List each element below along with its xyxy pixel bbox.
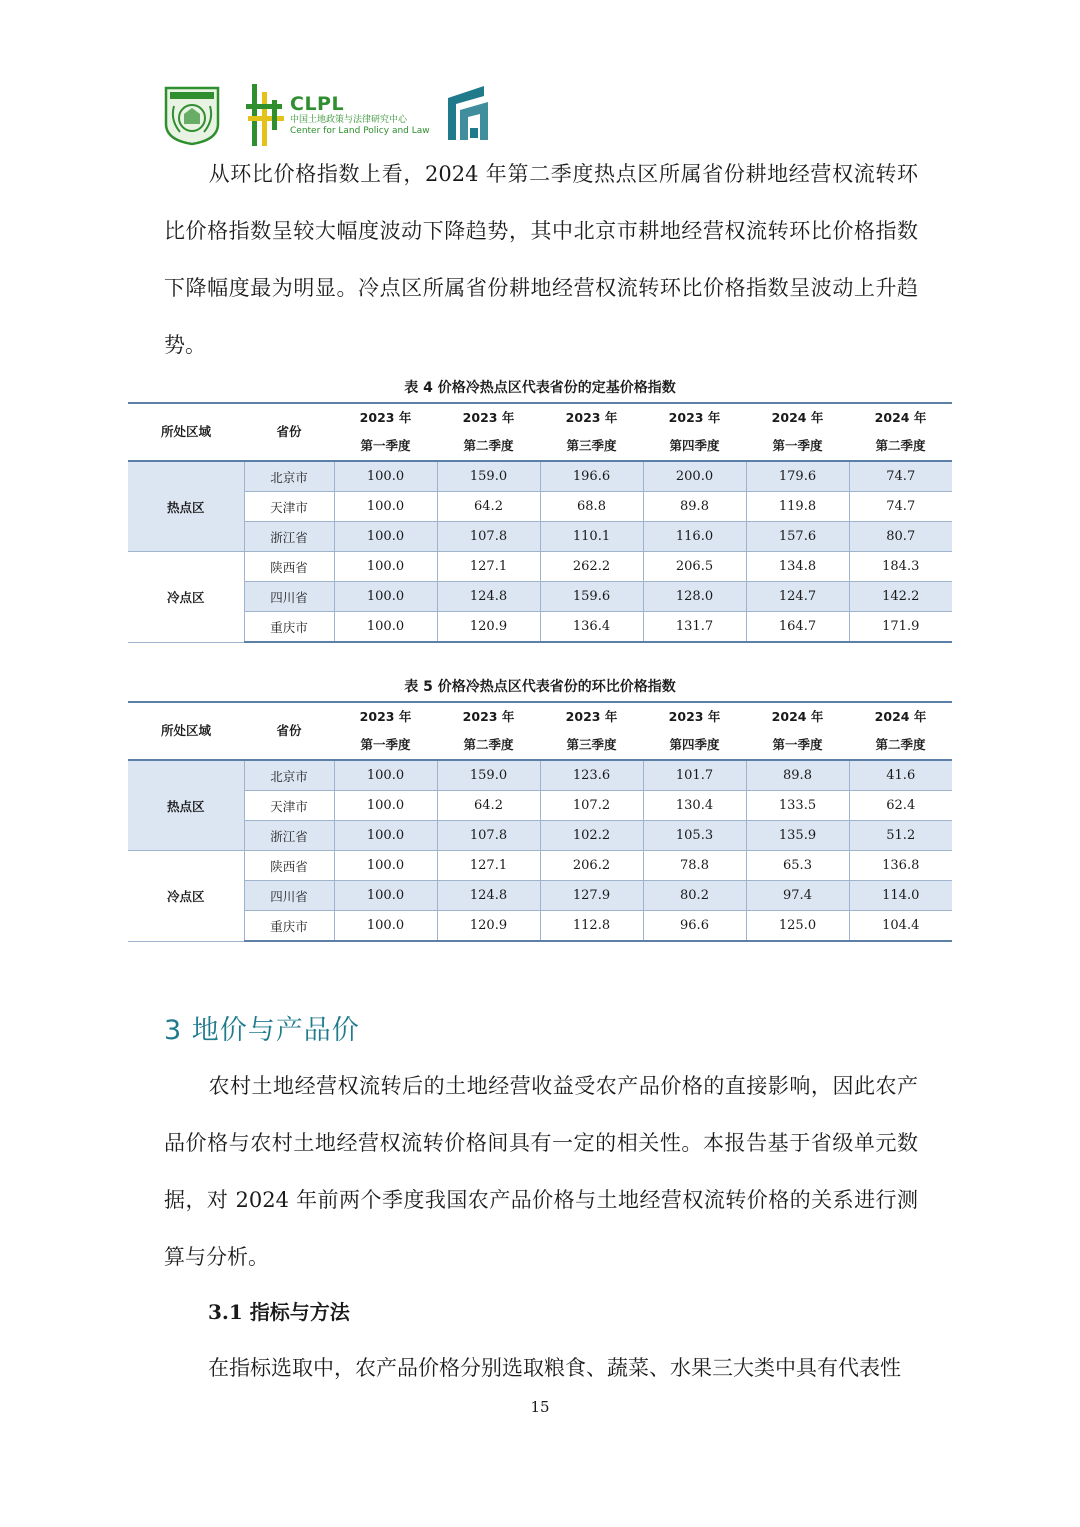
province-cell: 天津市 [244, 791, 334, 821]
value-cell: 206.2 [540, 851, 643, 881]
value-cell: 104.4 [849, 911, 952, 942]
value-cell: 157.6 [746, 522, 849, 552]
value-cell: 116.0 [643, 522, 746, 552]
value-cell: 107.8 [437, 821, 540, 851]
province-cell: 北京市 [244, 760, 334, 791]
period-quarter: 第三季度 [566, 438, 617, 453]
period-year: 2023 年 [668, 709, 721, 724]
value-cell: 136.8 [849, 851, 952, 881]
value-cell: 89.8 [643, 492, 746, 522]
province-cell: 四川省 [244, 881, 334, 911]
value-cell: 128.0 [643, 582, 746, 612]
period-quarter: 第二季度 [463, 438, 514, 453]
province-cell: 浙江省 [244, 821, 334, 851]
value-cell: 135.9 [746, 821, 849, 851]
table-row [128, 552, 952, 582]
period-quarter: 第二季度 [875, 737, 926, 752]
section-paragraph: 农村土地经营权流转后的土地经营收益受农产品价格的直接影响，因此农产品价格与农村土地经营权流转价格间具有一定的相关性。本报告基于省级单元数据，对 2024 年前两个季度我国农产品价格与土地经营权流转价格的关系进行测算与分析。 [164, 1074, 918, 1269]
period-quarter: 第三季度 [566, 737, 617, 752]
period-header [643, 702, 746, 760]
value-cell: 68.8 [540, 492, 643, 522]
period-header [643, 403, 746, 461]
page-number: 15 [530, 1398, 550, 1416]
table-row [128, 821, 952, 851]
value-cell: 159.0 [437, 461, 540, 492]
value-cell: 114.0 [849, 881, 952, 911]
value-cell: 64.2 [437, 492, 540, 522]
value-cell: 100.0 [334, 461, 437, 492]
clpl-logo [246, 82, 430, 148]
table5-caption: 表 5 价格冷热点区代表省份的环比价格指数 [404, 679, 676, 695]
value-cell: 97.4 [746, 881, 849, 911]
period-quarter: 第四季度 [669, 737, 720, 752]
period-year: 2023 年 [359, 709, 412, 724]
period-quarter: 第一季度 [772, 737, 823, 752]
value-cell: 102.2 [540, 821, 643, 851]
period-header [437, 702, 540, 760]
value-cell: 100.0 [334, 881, 437, 911]
value-cell: 107.8 [437, 522, 540, 552]
clpl-chinese-name: 中国土地政策与法律研究中心 [290, 115, 408, 125]
period-year: 2024 年 [874, 709, 927, 724]
table5 [128, 701, 952, 942]
province-cell: 天津市 [244, 492, 334, 522]
value-cell: 262.2 [540, 552, 643, 582]
province-header: 省份 [244, 403, 334, 461]
value-cell: 110.1 [540, 522, 643, 552]
value-cell: 127.1 [437, 851, 540, 881]
province-cell: 陕西省 [244, 851, 334, 881]
value-cell: 120.9 [437, 612, 540, 643]
value-cell: 100.0 [334, 582, 437, 612]
value-cell: 125.0 [746, 911, 849, 942]
table4-caption: 表 4 价格冷热点区代表省份的定基价格指数 [404, 380, 676, 396]
period-year: 2023 年 [668, 410, 721, 425]
value-cell: 41.6 [849, 760, 952, 791]
value-cell: 100.0 [334, 552, 437, 582]
value-cell: 89.8 [746, 760, 849, 791]
table-row [128, 522, 952, 552]
period-header [849, 403, 952, 461]
table-row [128, 760, 952, 791]
province-header: 省份 [244, 702, 334, 760]
period-quarter: 第四季度 [669, 438, 720, 453]
province-cell: 浙江省 [244, 522, 334, 552]
period-quarter: 第一季度 [360, 737, 411, 752]
period-year: 2023 年 [359, 410, 412, 425]
value-cell: 134.8 [746, 552, 849, 582]
period-quarter: 第一季度 [360, 438, 411, 453]
value-cell: 96.6 [643, 911, 746, 942]
province-cell: 陕西省 [244, 552, 334, 582]
period-year: 2023 年 [462, 709, 515, 724]
period-header [746, 702, 849, 760]
table-row [128, 911, 952, 942]
value-cell: 196.6 [540, 461, 643, 492]
clpl-name: CLPL [290, 93, 345, 115]
value-cell: 123.6 [540, 760, 643, 791]
subsection-paragraph: 在指标选取中，农产品价格分别选取粮食、蔬菜、水果三大类中具有代表性 [208, 1356, 901, 1380]
period-header [540, 702, 643, 760]
value-cell: 136.4 [540, 612, 643, 643]
value-cell: 100.0 [334, 791, 437, 821]
province-cell: 四川省 [244, 582, 334, 612]
province-cell: 北京市 [244, 461, 334, 492]
table-row [128, 881, 952, 911]
value-cell: 179.6 [746, 461, 849, 492]
subsection-title: 3.1 指标与方法 [208, 1300, 350, 1324]
value-cell: 124.8 [437, 582, 540, 612]
table-row [128, 851, 952, 881]
value-cell: 65.3 [746, 851, 849, 881]
building-logo-icon [444, 82, 492, 142]
period-year: 2023 年 [565, 410, 618, 425]
value-cell: 78.8 [643, 851, 746, 881]
value-cell: 107.2 [540, 791, 643, 821]
period-header [849, 702, 952, 760]
value-cell: 127.1 [437, 552, 540, 582]
value-cell: 62.4 [849, 791, 952, 821]
value-cell: 80.2 [643, 881, 746, 911]
table-row [128, 612, 952, 643]
region-header: 所处区域 [128, 702, 244, 760]
value-cell: 159.0 [437, 760, 540, 791]
table-row [128, 492, 952, 522]
clpl-mark-icon [246, 82, 286, 148]
page-header [162, 80, 522, 150]
value-cell: 100.0 [334, 851, 437, 881]
value-cell: 159.6 [540, 582, 643, 612]
value-cell: 120.9 [437, 911, 540, 942]
value-cell: 133.5 [746, 791, 849, 821]
value-cell: 206.5 [643, 552, 746, 582]
table-row [128, 791, 952, 821]
value-cell: 142.2 [849, 582, 952, 612]
period-header [746, 403, 849, 461]
period-quarter: 第二季度 [875, 438, 926, 453]
period-year: 2023 年 [462, 410, 515, 425]
period-quarter: 第二季度 [463, 737, 514, 752]
clpl-english-name: Center for Land Policy and Law [290, 126, 430, 136]
value-cell: 100.0 [334, 522, 437, 552]
value-cell: 100.0 [334, 492, 437, 522]
value-cell: 80.7 [849, 522, 952, 552]
period-year: 2024 年 [874, 410, 927, 425]
value-cell: 101.7 [643, 760, 746, 791]
value-cell: 200.0 [643, 461, 746, 492]
value-cell: 51.2 [849, 821, 952, 851]
value-cell: 164.7 [746, 612, 849, 643]
period-header [540, 403, 643, 461]
value-cell: 124.8 [437, 881, 540, 911]
value-cell: 112.8 [540, 911, 643, 942]
header-row [128, 702, 952, 760]
value-cell: 105.3 [643, 821, 746, 851]
period-header [437, 403, 540, 461]
region-header: 所处区域 [128, 403, 244, 461]
table-row [128, 582, 952, 612]
university-emblem-icon [162, 84, 222, 146]
value-cell: 74.7 [849, 492, 952, 522]
period-year: 2023 年 [565, 709, 618, 724]
value-cell: 64.2 [437, 791, 540, 821]
region-cell: 热点区 [128, 760, 244, 851]
value-cell: 100.0 [334, 760, 437, 791]
period-header [334, 403, 437, 461]
value-cell: 119.8 [746, 492, 849, 522]
value-cell: 130.4 [643, 791, 746, 821]
value-cell: 171.9 [849, 612, 952, 643]
province-cell: 重庆市 [244, 911, 334, 942]
intro-paragraph: 从环比价格指数上看，2024 年第二季度热点区所属省份耕地经营权流转环比价格指数呈较大幅度波动下降趋势，其中北京市耕地经营权流转环比价格指数下降幅度最为明显。冷点区所属省份耕地经营权流转环比价格指数呈波动上升趋势。 [164, 162, 918, 357]
province-cell: 重庆市 [244, 612, 334, 643]
period-year: 2024 年 [771, 709, 824, 724]
value-cell: 184.3 [849, 552, 952, 582]
value-cell: 74.7 [849, 461, 952, 492]
value-cell: 100.0 [334, 821, 437, 851]
value-cell: 100.0 [334, 911, 437, 942]
region-cell: 冷点区 [128, 552, 244, 643]
period-quarter: 第一季度 [772, 438, 823, 453]
header-row [128, 403, 952, 461]
value-cell: 100.0 [334, 612, 437, 643]
value-cell: 131.7 [643, 612, 746, 643]
value-cell: 127.9 [540, 881, 643, 911]
value-cell: 124.7 [746, 582, 849, 612]
region-cell: 冷点区 [128, 851, 244, 942]
table4 [128, 402, 952, 643]
period-year: 2024 年 [771, 410, 824, 425]
table-row [128, 461, 952, 492]
region-cell: 热点区 [128, 461, 244, 552]
period-header [334, 702, 437, 760]
section-title: 3 地价与产品价 [164, 1015, 360, 1046]
